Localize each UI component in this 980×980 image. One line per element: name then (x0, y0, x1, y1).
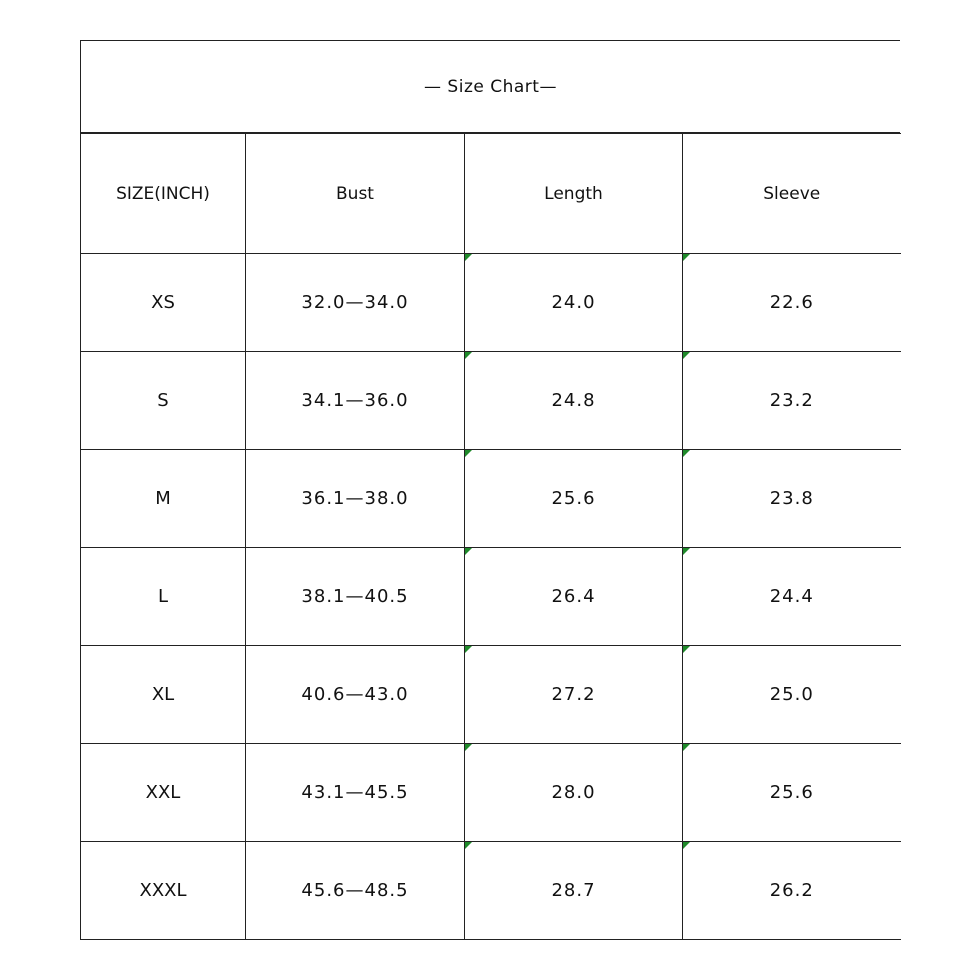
cell-corner-marker (683, 842, 690, 849)
length-value: 26.4 (551, 586, 596, 607)
sleeve-value: 25.0 (769, 684, 814, 705)
bust-cell: 36.1—38.0 (246, 450, 465, 548)
size-cell: M (81, 450, 246, 548)
bust-cell: 45.6—48.5 (246, 842, 465, 940)
sleeve-value: 23.8 (769, 488, 814, 509)
table-row (81, 254, 901, 352)
length-cell (465, 352, 683, 450)
cell-corner-marker (683, 548, 690, 555)
sleeve-cell (683, 842, 901, 940)
cell-corner-marker (683, 646, 690, 653)
length-cell (465, 450, 683, 548)
sleeve-value: 22.6 (769, 292, 814, 313)
cell-corner-marker (465, 548, 472, 555)
length-value: 27.2 (551, 684, 596, 705)
sleeve-value: 25.6 (769, 782, 814, 803)
table-row (81, 744, 901, 842)
sleeve-value: 24.4 (769, 586, 814, 607)
cell-corner-marker (465, 254, 472, 261)
header-size: SIZE(INCH) (81, 134, 246, 254)
length-value: 24.0 (551, 292, 596, 313)
sleeve-cell (683, 646, 901, 744)
header-length: Length (465, 134, 683, 254)
bust-cell: 43.1—45.5 (246, 744, 465, 842)
sleeve-value: 23.2 (769, 390, 814, 411)
size-cell: S (81, 352, 246, 450)
length-value: 25.6 (551, 488, 596, 509)
size-table (80, 133, 901, 940)
cell-corner-marker (465, 744, 472, 751)
sleeve-cell (683, 450, 901, 548)
size-cell: XL (81, 646, 246, 744)
size-cell: XS (81, 254, 246, 352)
table-row (81, 842, 901, 940)
header-bust: Bust (246, 134, 465, 254)
size-cell: L (81, 548, 246, 646)
length-value: 24.8 (551, 390, 596, 411)
bust-cell: 38.1—40.5 (246, 548, 465, 646)
cell-corner-marker (465, 646, 472, 653)
size-chart (80, 40, 900, 939)
sleeve-cell (683, 352, 901, 450)
cell-corner-marker (683, 744, 690, 751)
size-cell: XXXL (81, 842, 246, 940)
length-cell (465, 548, 683, 646)
table-row (81, 548, 901, 646)
sleeve-cell (683, 254, 901, 352)
cell-corner-marker (465, 352, 472, 359)
length-cell (465, 744, 683, 842)
cell-corner-marker (465, 842, 472, 849)
size-cell: XXL (81, 744, 246, 842)
cell-corner-marker (683, 254, 690, 261)
cell-corner-marker (465, 450, 472, 457)
table-row (81, 450, 901, 548)
sleeve-value: 26.2 (769, 880, 814, 901)
sleeve-cell (683, 548, 901, 646)
length-cell (465, 842, 683, 940)
table-row (81, 646, 901, 744)
length-value: 28.7 (551, 880, 596, 901)
cell-corner-marker (683, 352, 690, 359)
header-row (81, 134, 901, 254)
bust-cell: 32.0—34.0 (246, 254, 465, 352)
sleeve-cell (683, 744, 901, 842)
length-cell (465, 254, 683, 352)
length-value: 28.0 (551, 782, 596, 803)
bust-cell: 40.6—43.0 (246, 646, 465, 744)
table-row (81, 352, 901, 450)
bust-cell: 34.1—36.0 (246, 352, 465, 450)
cell-corner-marker (683, 450, 690, 457)
length-cell (465, 646, 683, 744)
header-sleeve: Sleeve (683, 134, 901, 254)
size-chart-title: — Size Chart— (80, 40, 900, 133)
